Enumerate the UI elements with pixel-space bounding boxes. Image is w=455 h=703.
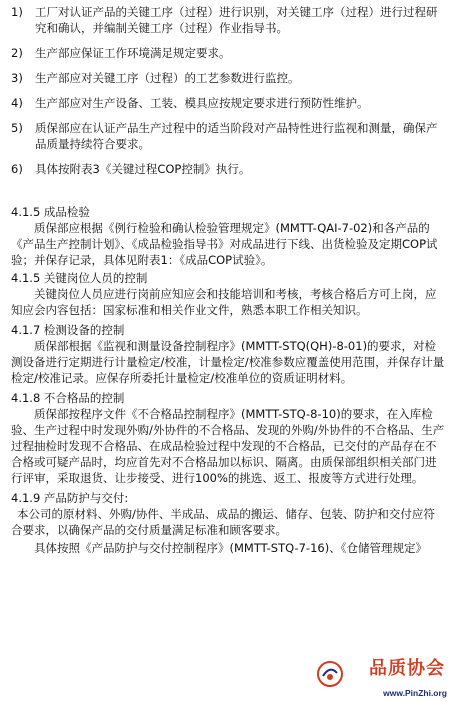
list-text: 生产部应保证工作环境满足规定要求。 — [35, 46, 231, 60]
section-body-protection-delivery-2: 具体按照《产品防护与交付控制程序》(MMTT-STQ-7-16)、《仓储管理规定》 — [34, 541, 427, 555]
section-body-nonconforming: 质保部按程序文件《不合格品控制程序》(MMTT-STQ-8-10)的要求，在入库检验、生产过程中时发现外购/外协件的不合格品、发现的外购/外协件的不合格品、生产过程抽检时发现不合格品、在成品检验过程中发现的不合格品，已交付的产品存在不合格或可疑产品时，均应首先对不合格品加以标识、隔离。由质保部组织相关部门进行评审，采取退货、让步接受、进行100%的挑选、返工、报废等方式进行处理。 — [11, 407, 445, 485]
list-text: 具体按附表3《关键过程COP控制》执行。 — [35, 162, 251, 176]
list-item — [0, 70, 455, 86]
section-heading-protection-delivery: 4.1.9 产品防护与交付: — [11, 491, 129, 505]
watermark-text: 品质协会 — [369, 658, 445, 679]
pinzhi-logo-icon — [315, 659, 345, 689]
list-text: 生产部应对关键工序（过程）的工艺参数进行监控。 — [35, 71, 300, 85]
section-heading-key-personnel: 4.1.5 关键岗位人员的控制 — [11, 271, 148, 285]
list-item — [0, 95, 455, 111]
list-item — [0, 120, 455, 152]
section-body-finished-inspection: 质保部应根据《例行检验和确认检验管理规定》(MMTT-QAI-7-02)和各产品的《产品生产控制计划》、《成品检验指导书》对成品进行下线、出货检验及定期COP试验；并保存记录，具体见附表1：《成品COP试验》。 — [11, 221, 438, 267]
list-number: 6) — [11, 162, 23, 176]
section-body-protection-delivery: 本公司的原材料、外购/协件、半成品、成品的搬运、储存、包装、防护和交付应符合要求，以确保产品的交付质量满足标准和顾客要求。 — [11, 507, 435, 537]
list-number: 5) — [11, 121, 23, 135]
document-page — [0, 4, 455, 558]
section-gap — [0, 186, 455, 204]
section-body-measuring-equipment: 质保部根据《监视和测量设备控制程序》(MMTT-STQ(QH)-8-01)的要求，对检测设备进行定期进行计量检定/校准，计量检定/校准参数应覆盖使用范围，并保存计量检定/校准记录。应保存所委托计量检定/校准单位的资质证明材料。 — [11, 339, 445, 385]
section-heading-nonconforming: 4.1.8 不合格品的控制 — [11, 391, 125, 405]
list-text: 工厂对认证产品的关键工序（过程）进行识别，对关键工序（过程）进行过程研究和确认，并编制关键工序（过程）作业指导书。 — [35, 5, 438, 35]
list-number: 2) — [11, 46, 23, 60]
list-number: 1) — [11, 5, 23, 19]
list-item — [0, 161, 455, 177]
section-heading-finished-inspection: 4.1.5 成品检验 — [11, 205, 90, 219]
list-item — [0, 45, 455, 61]
section-body-key-personnel: 关键岗位人员应进行岗前应知应会和技能培训和考核，考核合格后方可上岗，应知应会内容包括：国家标准和相关作业文件，熟悉本职工作相关知识。 — [11, 287, 437, 317]
watermark-url: www.PinZhi.org — [383, 688, 447, 698]
list-number: 3) — [11, 71, 23, 85]
list-number: 4) — [11, 96, 23, 110]
list-text: 生产部应对生产设备、工装、模具应按规定要求进行预防性维护。 — [35, 96, 369, 110]
list-text: 质保部应在认证产品生产过程中的适当阶段对产品特性进行监视和测量，确保产品质量持续符合要求。 — [35, 121, 438, 151]
watermark-logo — [311, 657, 451, 701]
list-item — [0, 4, 455, 36]
section-heading-measuring-equipment: 4.1.7 检测设备的控制 — [11, 323, 125, 337]
